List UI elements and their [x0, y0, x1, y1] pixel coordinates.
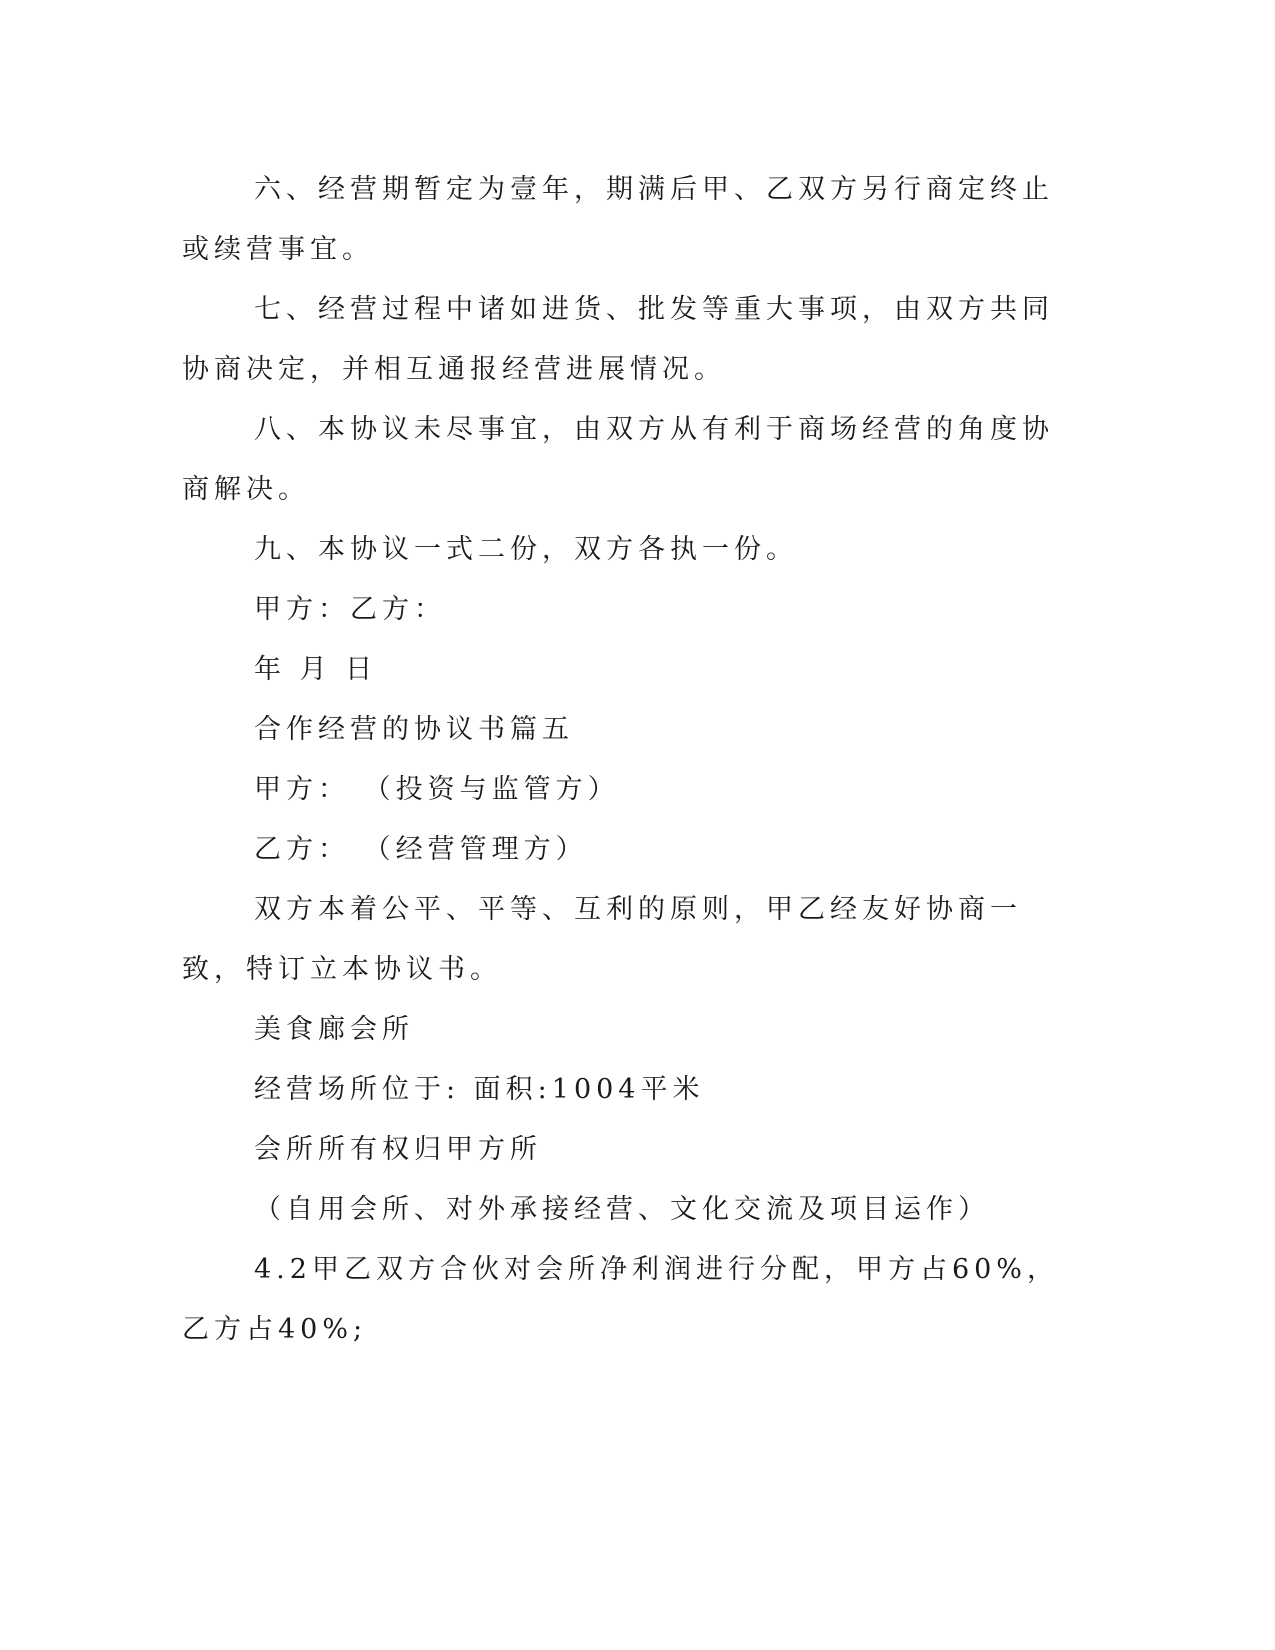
venue-location: 经营场所位于: 面积:1004平米: [254, 1074, 705, 1105]
section-title: 合作经营的协议书篇五: [254, 714, 574, 745]
paragraph-clause-7: 七、经营过程中诸如进货、批发等重大事项，由双方共同协商决定，并相互通报经营进展情况。: [182, 294, 1054, 385]
paragraph-preamble: 双方本着公平、平等、互利的原则，甲乙经友好协商一致，特订立本协议书。: [182, 894, 1022, 985]
signature-date: 年 月 日: [254, 654, 378, 685]
party-a: 甲方： （投资与监管方）: [254, 774, 620, 805]
venue-purpose: （自用会所、对外承接经营、文化交流及项目运作）: [254, 1194, 990, 1225]
paragraph-clause-6: 六、经营期暂定为壹年，期满后甲、乙双方另行商定终止或续营事宜。: [182, 174, 1054, 265]
venue-name: 美食廊会所: [254, 1014, 414, 1045]
party-b: 乙方： （经营管理方）: [254, 834, 588, 865]
paragraph-clause-8: 八、本协议未尽事宜，由双方从有利于商场经营的角度协商解决。: [182, 414, 1054, 505]
paragraph-clause-9: 九、本协议一式二份，双方各执一份。: [254, 534, 798, 565]
profit-distribution: 4.2甲乙双方合伙对会所净利润进行分配，甲方占60%，乙方占40%;: [182, 1254, 1059, 1345]
signature-parties: 甲方：乙方：: [254, 594, 446, 625]
venue-ownership: 会所所有权归甲方所: [254, 1134, 542, 1165]
document-body: [182, 160, 1062, 1360]
